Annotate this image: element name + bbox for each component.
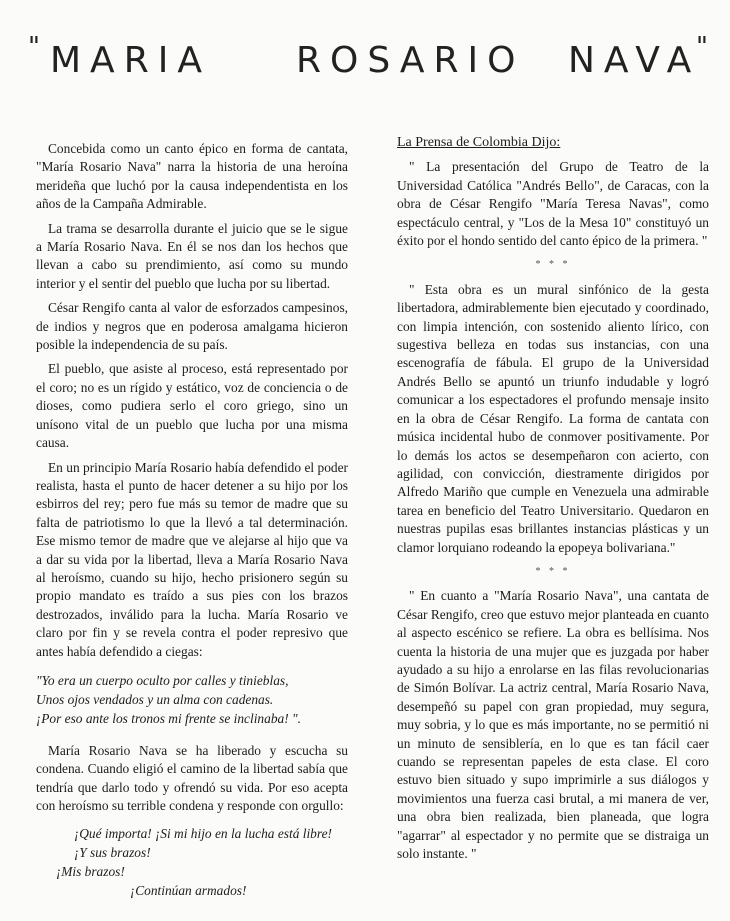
verse-line: ¡Qué importa! ¡Si mi hijo en la lucha está libre! bbox=[74, 825, 332, 841]
title-word-rosario: ROSARIO bbox=[296, 40, 525, 81]
separator-stars: * * * bbox=[535, 259, 571, 271]
quote-line: ¡Por eso ante los tronos mi frente se inclinaba! ". bbox=[36, 710, 301, 726]
title-close-quote: " bbox=[696, 32, 708, 62]
title-open-quote: " bbox=[28, 32, 40, 62]
verse-line: ¡Mis brazos! bbox=[56, 863, 125, 879]
review-paragraph-3: " En cuanto a "María Rosario Nava", una cantata de César Rengifo, creo que estuvo mejor planteada en cuanto al aspecto escénico se refiere. La obra es bellísima. Nos cuenta la historia de una mujer que es juzgada por haber ayudado a su hijo a enrolarse en las filas revolucionarias de Simón Bolívar. La actriz central, María Rosario Nava, desempeñó su papel con gran propiedad, muy segura, muy sobria, y lo que es más importante, no se permitió ni un minuto de sensiblería, en lo que es tan fácil caer cuando se representan papeles de esta clase. El coro estuvo bien situado y supo imprimirle a sus diálogos y movimientos una fuerza casi brutal, a mi manera de ver, una obra bien realizada, bien planeada, que logra "agarrar" al espectador y no permite que se distraiga un solo instante. " bbox=[397, 588, 709, 862]
paragraph-rengifo: César Rengifo canta al valor de esforzados campesinos, de indios y negros que en poderosa amalgama hicieron posible la independencia de su país. bbox=[36, 300, 348, 353]
verse-line: ¡Y sus brazos! bbox=[74, 844, 151, 860]
poem-quote bbox=[36, 671, 348, 728]
review-paragraph-1: " La presentación del Grupo de Teatro de la Universidad Católica "Andrés Bello", de Caracas, con la obra de César Rengifo "María Teresa Navas", como espectáculo central, y "Los de la Mesa 10" constituyó un éxito por el hondo sentido del canto épico de la primera. " bbox=[397, 159, 709, 249]
title-word-maria: MARIA bbox=[50, 40, 211, 81]
separator-stars: * * * bbox=[535, 565, 571, 577]
quote-line: Unos ojos vendados y un alma con cadenas. bbox=[36, 691, 274, 707]
section-heading: La Prensa de Colombia Dijo: bbox=[397, 135, 561, 150]
left-column bbox=[36, 140, 348, 900]
paragraph-story: En un principio María Rosario había defendido el poder realista, hasta el punto de hacer detener a su hijo por los esbirros del rey; pero fue más su temor de madre que su falta de patriotismo lo que la llevó a tal determinación. Ese mismo temor de madre que ve alejarse al hijo que va a dar su vida por la libertad, lleva a María Rosario Nava al heroísmo, cuando su hijo, hecho prisionero según su propio mandato es traído a sus pies con los brazos destrozados, inválido para la lucha. María Rosario ve claro por fin y se revela contra el poder represivo que antes había defendido a ciegas: bbox=[36, 459, 348, 659]
closing-verses bbox=[36, 824, 348, 900]
title-word-nava: NAVA bbox=[568, 40, 701, 81]
verse-line: ¡Continúan armados! bbox=[130, 882, 247, 898]
review-paragraph-2: " Esta obra es un mural sinfónico de la gesta libertadora, admirablemente bien ejecutado y coordinado, con limpia intención, con sostenido aliento lírico, con sugestiva belleza en todas sus instancias, con una escenografía de fábula. El grupo de la Universidad Andrés Bello se apuntó un triunfo indudable y logró comunicar a los espectadores el profundo mensaje insito en la obra de César Rengifo. La forma de cantata con música incidental hubo de conmover positivamente. Por lo demás los actos se desempeñaron con acierto, con agilidad, con convicción, diestramente dirigidos por Alfredo Mariño que cumple en Venezuela una admirable tarea en beneficio del Teatro Universitario. Quedaron en nuestras pupilas esas brillantes instancias plásticas y un clamor lorquiano rodeando la epopeya bolivariana." bbox=[397, 281, 709, 555]
right-column bbox=[397, 134, 709, 869]
paragraph-condena: María Rosario Nava se ha liberado y escucha su condena. Cuando eligió el camino de la libertad sabía que tendría que darlo todo y ofrendó su vida. Por eso acepta con heroísmo su terrible condena y responde con orgullo: bbox=[36, 742, 348, 814]
paragraph-chorus: El pueblo, que asiste al proceso, está representado por el coro; no es un rígido y estático, voz de conciencia o de dioses, como pudiera serlo el coro griego, sino un unísono vital de un pueblo que lucha por una misma causa. bbox=[36, 361, 348, 451]
paragraph-intro: Concebida como un canto épico en forma de cantata, "María Rosario Nava" narra la historia de una heroína merideña que luchó por la causa independentista en los años de la Campaña Admirable. bbox=[36, 141, 348, 212]
page-title bbox=[28, 30, 708, 90]
paragraph-plot: La trama se desarrolla durante el juicio que se le sigue a María Rosario Nava. En él se nos dan los hechos que llevan a cabo su prendimiento, así como su mundo interior y el sentir del pueblo que lucha por su libertad. bbox=[36, 220, 348, 291]
quote-line: "Yo era un cuerpo oculto por calles y tinieblas, bbox=[36, 672, 289, 688]
